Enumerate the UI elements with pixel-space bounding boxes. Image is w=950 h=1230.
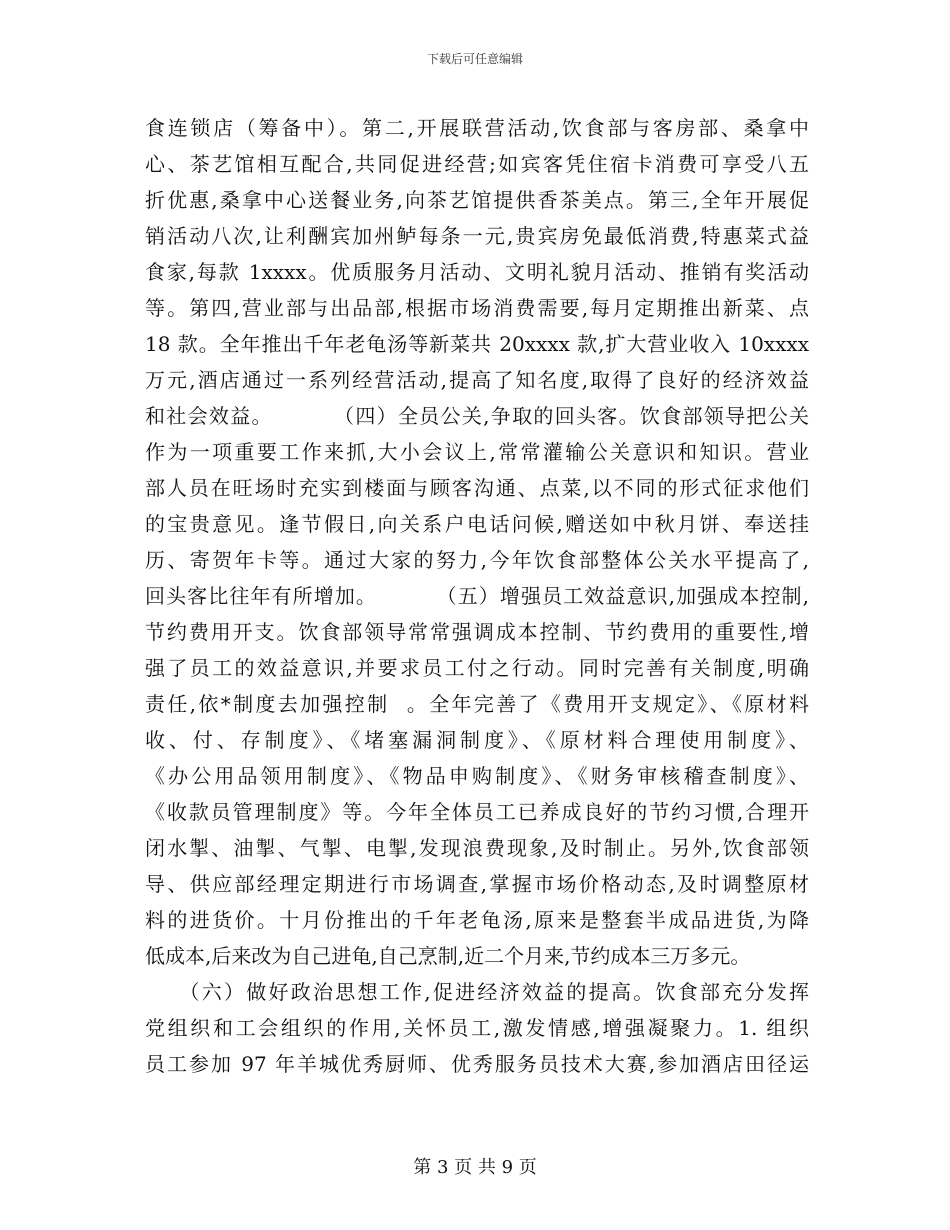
body-line: 《收款员管理制度》等。今年全体员工已养成良好的节约习惯,合理开 <box>145 800 809 824</box>
body-line: 员工参加 97 年羊城优秀厨师、优秀服务员技术大赛,参加酒店田径运 <box>145 1052 809 1076</box>
body-line: 万元,酒店通过一系列经营活动,提高了知名度,取得了良好的经济效益 <box>145 368 809 392</box>
document-body <box>145 110 809 1082</box>
body-line: 节约费用开支。饮食部领导常常强调成本控制、节约费用的重要性,增 <box>145 620 809 644</box>
body-line: 回头客比往年有所增加。 （五）增强员工效益意识,加强成本控制, <box>145 584 809 608</box>
body-line: 和社会效益。 （四）全员公关,争取的回头客。饮食部领导把公关 <box>145 404 809 428</box>
page-header-note: 下载后可任意编辑 <box>426 52 523 66</box>
body-line: 销活动八次,让利酬宾加州鲈每条一元,贵宾房免最低消费,特惠菜式益 <box>145 224 809 248</box>
body-line: 党组织和工会组织的作用,关怀员工,激发情感,增强凝聚力。1. 组织 <box>145 1016 809 1040</box>
body-line: 责任,依*制度去加强控制 。全年完善了《费用开支规定》、《原材料 <box>145 692 809 716</box>
body-line: 强了员工的效益意识,并要求员工付之行动。同时完善有关制度,明确 <box>145 656 809 680</box>
body-line: （六）做好政治思想工作,促进经济效益的提高。饮食部充分发挥 <box>145 980 809 1004</box>
body-line: 闭水掣、油掣、气掣、电掣,发现浪费现象,及时制止。另外,饮食部领 <box>145 836 809 860</box>
body-line: 的宝贵意见。逢节假日,向关系户电话问候,赠送如中秋月饼、奉送挂 <box>145 512 809 536</box>
body-line: 收、付、存制度》、《堵塞漏洞制度》、《原材料合理使用制度》、 <box>145 728 809 752</box>
body-line: 折优惠,桑拿中心送餐业务,向茶艺馆提供香茶美点。第三,全年开展促 <box>145 188 809 212</box>
body-line: 作为一项重要工作来抓,大小会议上,常常灌输公关意识和知识。营业 <box>145 440 809 464</box>
body-line: 心、茶艺馆相互配合,共同促进经营;如宾客凭住宿卡消费可享受八五 <box>145 152 809 176</box>
body-line: 料的进货价。十月份推出的千年老龟汤,原来是整套半成品进货,为降 <box>145 908 809 932</box>
body-line: 《办公用品领用制度》、《物品申购制度》、《财务审核稽查制度》、 <box>145 764 809 788</box>
body-line: 部人员在旺场时充实到楼面与顾客沟通、点菜,以不同的形式征求他们 <box>145 476 809 500</box>
body-line: 食连锁店（筹备中）。第二,开展联营活动,饮食部与客房部、桑拿中 <box>145 116 809 140</box>
body-line: 历、寄贺年卡等。通过大家的努力,今年饮食部整体公关水平提高了, <box>145 548 809 572</box>
body-line: 18 款。全年推出千年老龟汤等新菜共 20xxxx 款,扩大营业收入 10xxxx <box>145 332 809 356</box>
body-line: 等。第四,营业部与出品部,根据市场消费需要,每月定期推出新菜、点 <box>145 296 809 320</box>
page-number-footer: 第 3 页 共 9 页 <box>413 1157 537 1178</box>
body-line: 低成本,后来改为自己进龟,自己烹制,近二个月来,节约成本三万多元。 <box>145 944 751 968</box>
body-line: 食家,每款 1xxxx。优质服务月活动、文明礼貌月活动、推销有奖活动 <box>145 260 809 284</box>
body-line: 导、供应部经理定期进行市场调查,掌握市场价格动态,及时调整原材 <box>145 872 809 896</box>
